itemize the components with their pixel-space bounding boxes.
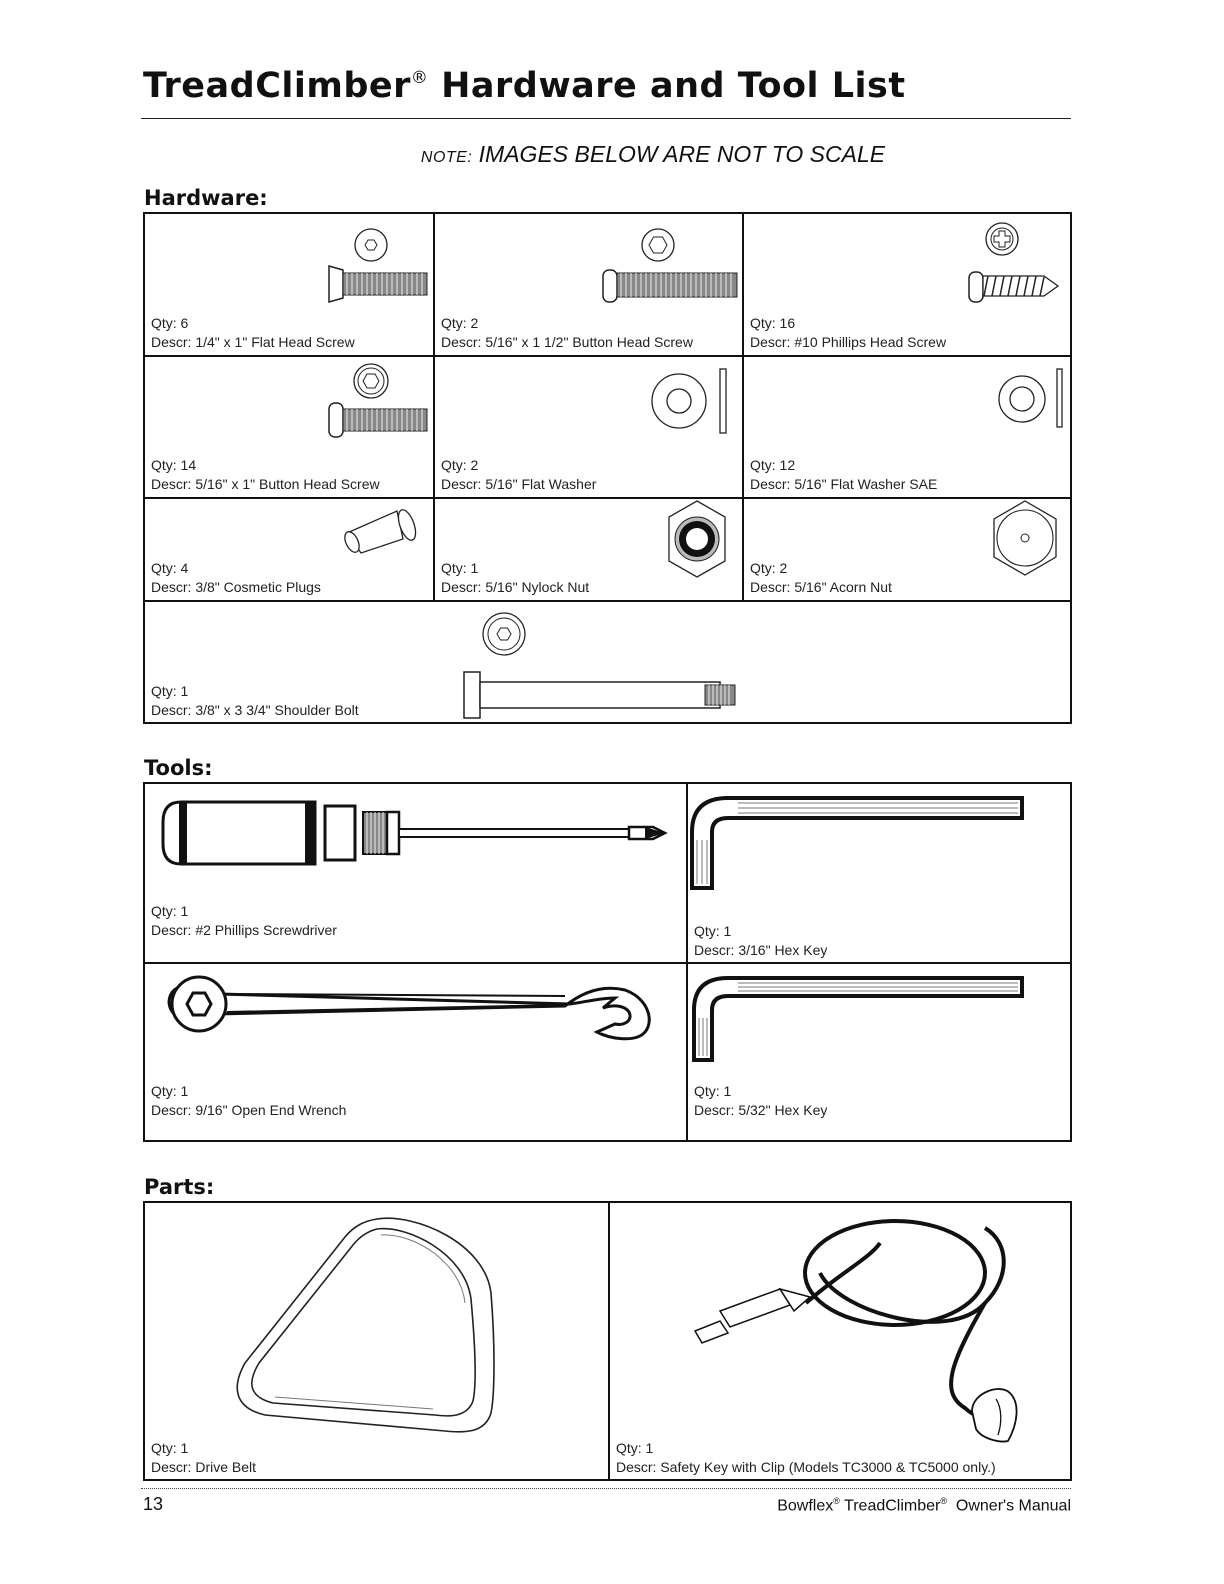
page-number: 13	[143, 1494, 164, 1514]
item-caption: Qty: 1 Descr: Safety Key with Clip (Models TC3000 & TC5000 only.)	[616, 1440, 996, 1475]
title-divider	[141, 118, 1071, 119]
item-caption: Qty: 1 Descr: 9/16" Open End Wrench	[151, 1083, 347, 1118]
item-caption: Qty: 6 Descr: 1/4" x 1" Flat Head Screw	[151, 315, 355, 350]
item-caption: Qty: 4 Descr: 3/8" Cosmetic Plugs	[151, 560, 321, 595]
item-caption: Qty: 2 Descr: 5/16" x 1 1/2" Button Head Screw	[441, 315, 693, 350]
hardware-item	[145, 214, 433, 355]
item-caption: Qty: 1 Descr: #2 Phillips Screwdriver	[151, 903, 337, 938]
safety-key-icon	[610, 1203, 1070, 1479]
drive-belt-icon	[145, 1203, 608, 1479]
item-caption: Qty: 1 Descr: 5/32" Hex Key	[694, 1083, 828, 1118]
tools-heading: Tools:	[144, 756, 213, 780]
hardware-item	[744, 499, 1070, 600]
tool-item	[145, 964, 686, 1140]
item-caption: Qty: 12 Descr: 5/16" Flat Washer SAE	[750, 457, 938, 492]
hardware-table	[143, 212, 1072, 724]
item-caption: Qty: 1 Descr: 3/8" x 3 3/4" Shoulder Bolt	[151, 683, 359, 718]
part-item	[145, 1203, 608, 1479]
tools-table	[143, 782, 1072, 1142]
item-caption: Qty: 1 Descr: 3/16" Hex Key	[694, 923, 828, 958]
hardware-item	[435, 214, 742, 355]
item-caption: Qty: 2 Descr: 5/16" Acorn Nut	[750, 560, 892, 595]
part-item	[610, 1203, 1070, 1479]
item-caption: Qty: 1 Descr: 5/16" Nylock Nut	[441, 560, 590, 595]
hardware-item	[435, 499, 742, 600]
hardware-item	[145, 499, 433, 600]
page-title: TreadClimber® Hardware and Tool List	[143, 66, 906, 106]
hardware-item	[435, 357, 742, 497]
item-caption: Qty: 2 Descr: 5/16" Flat Washer	[441, 457, 597, 492]
hardware-item	[145, 602, 1070, 722]
hardware-item	[744, 357, 1070, 497]
manual-title: Bowflex® TreadClimber® Owner's Manual	[777, 1496, 1071, 1515]
parts-table	[143, 1201, 1072, 1481]
item-caption: Qty: 1 Descr: Drive Belt	[151, 1440, 257, 1475]
hardware-item	[145, 357, 433, 497]
item-caption: Qty: 16 Descr: #10 Phillips Head Screw	[750, 315, 947, 350]
item-caption: Qty: 14 Descr: 5/16" x 1" Button Head Screw	[151, 457, 380, 492]
tool-item	[688, 964, 1070, 1140]
hardware-item	[744, 214, 1070, 355]
footer-divider	[141, 1488, 1071, 1489]
hardware-heading: Hardware:	[144, 186, 268, 210]
scale-note: NOTE: IMAGES BELOW ARE NOT TO SCALE	[420, 141, 886, 167]
parts-heading: Parts:	[144, 1175, 215, 1199]
tool-item	[145, 784, 686, 962]
tool-item	[688, 784, 1070, 962]
